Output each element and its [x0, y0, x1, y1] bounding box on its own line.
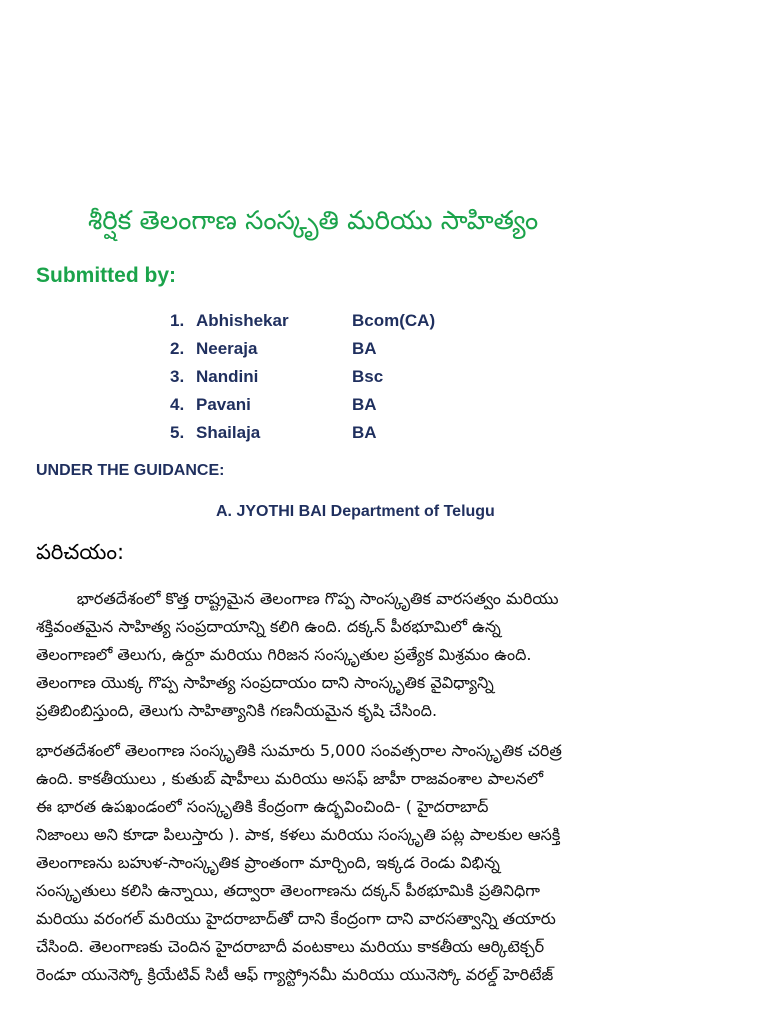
paragraph-line: తెలంగాణలో తెలుగు, ఉర్దూ మరియు గిరిజన సంస్కృతుల ప్రత్యేక మిశ్రమం ఉంది. [36, 645, 532, 664]
member-course: Bsc [352, 367, 384, 386]
paragraph-line: మరియు వరంగల్ మరియు హైదరాబాద్‌తో దాని కేంద్రంగా దాని వారసత్వాన్ని తయారు [36, 909, 556, 928]
paragraph-line: నిజాంలు అని కూడా పిలుస్తారు ). పాక, కళలు మరియు సంస్కృతి పట్ల పాలకుల ఆసక్తి [36, 825, 561, 844]
list-item [170, 366, 472, 394]
intro-paragraph-2 [36, 737, 736, 989]
member-course: BA [352, 395, 377, 414]
paragraph-line: భారతదేశంలో కొత్త రాష్ట్రమైన తెలంగాణ గొప్ప సాంస్కృతిక వారసత్వం మరియు [36, 589, 559, 608]
paragraph-line: రెండూ యునెస్కో క్రియేటివ్ సిటీ ఆఫ్ గ్యాస్ట్రోనమీ మరియు యునెస్కో వరల్డ్ హెరిటేజ్ [36, 965, 554, 984]
members-list [170, 310, 472, 450]
member-name: Pavani [196, 395, 251, 414]
submitted-by-label: Submitted by: [36, 264, 176, 287]
paragraph-line: తెలంగాణను బహుళ-సాంస్కృతిక ప్రాంతంగా మార్చింది, ఇక్కడ రెండు విభిన్న [36, 853, 500, 872]
list-item [170, 310, 472, 338]
member-course: Bcom(CA) [352, 311, 436, 330]
guide-name: A. JYOTHI BAI Department of Telugu [216, 503, 495, 520]
guidance-label: UNDER THE GUIDANCE: [36, 462, 225, 479]
paragraph-line: ఈ భారత ఉపఖండంలో సంస్కృతికి కేంద్రంగా ఉద్భవించింది- ( హైదరాబాద్ [36, 797, 489, 816]
member-number: 4. [170, 395, 185, 414]
paragraph-line: భారతదేశంలో తెలంగాణ సంస్కృతికి సుమారు 5,000 సంవత్సరాల సాంస్కృతిక చరిత్ర [36, 741, 562, 760]
member-name: Abhishekar [196, 311, 289, 330]
intro-heading: పరిచయం: [36, 540, 125, 564]
member-name: Neeraja [196, 339, 258, 358]
list-item [170, 422, 472, 450]
document-title: శీర్షిక తెలంగాణ సంస్కృతి మరియు సాహిత్యం [88, 206, 539, 236]
member-number: 2. [170, 339, 185, 358]
member-number: 3. [170, 367, 185, 386]
list-item [170, 338, 472, 366]
member-number: 5. [170, 423, 185, 442]
paragraph-line: శక్తివంతమైన సాహిత్య సంప్రదాయాన్ని కలిగి ఉంది. దక్కన్ పీఠభూమిలో ఉన్న [36, 617, 501, 636]
member-course: BA [352, 423, 377, 442]
paragraph-line: చేసింది. తెలంగాణకు చెందిన హైదరాబాదీ వంటకాలు మరియు కాకతీయ ఆర్కిటెక్చర్ [36, 937, 545, 956]
paragraph-line: తెలంగాణ యొక్క గొప్ప సాహిత్య సంప్రదాయం దాని సాంస్కృతిక వైవిధ్యాన్ని [36, 673, 494, 692]
list-item [170, 394, 472, 422]
paragraph-line: ప్రతిబింబిస్తుంది, తెలుగు సాహిత్యానికి గణనీయమైన కృషి చేసింది. [36, 701, 438, 720]
member-number: 1. [170, 311, 185, 330]
intro-paragraph-1 [36, 585, 736, 725]
paragraph-line: సంస్కృతులు కలిసి ఉన్నాయి, తద్వారా తెలంగాణను దక్కన్ పీఠభూమికి ప్రతినిధిగా [36, 881, 541, 900]
paragraph-line: ఉంది. కాకతీయులు , కుతుబ్ షాహీలు మరియు అసఫ్ జాహీ రాజవంశాల పాలనలో [36, 769, 544, 788]
member-name: Nandini [196, 367, 259, 386]
member-course: BA [352, 339, 377, 358]
member-name: Shailaja [196, 423, 261, 442]
